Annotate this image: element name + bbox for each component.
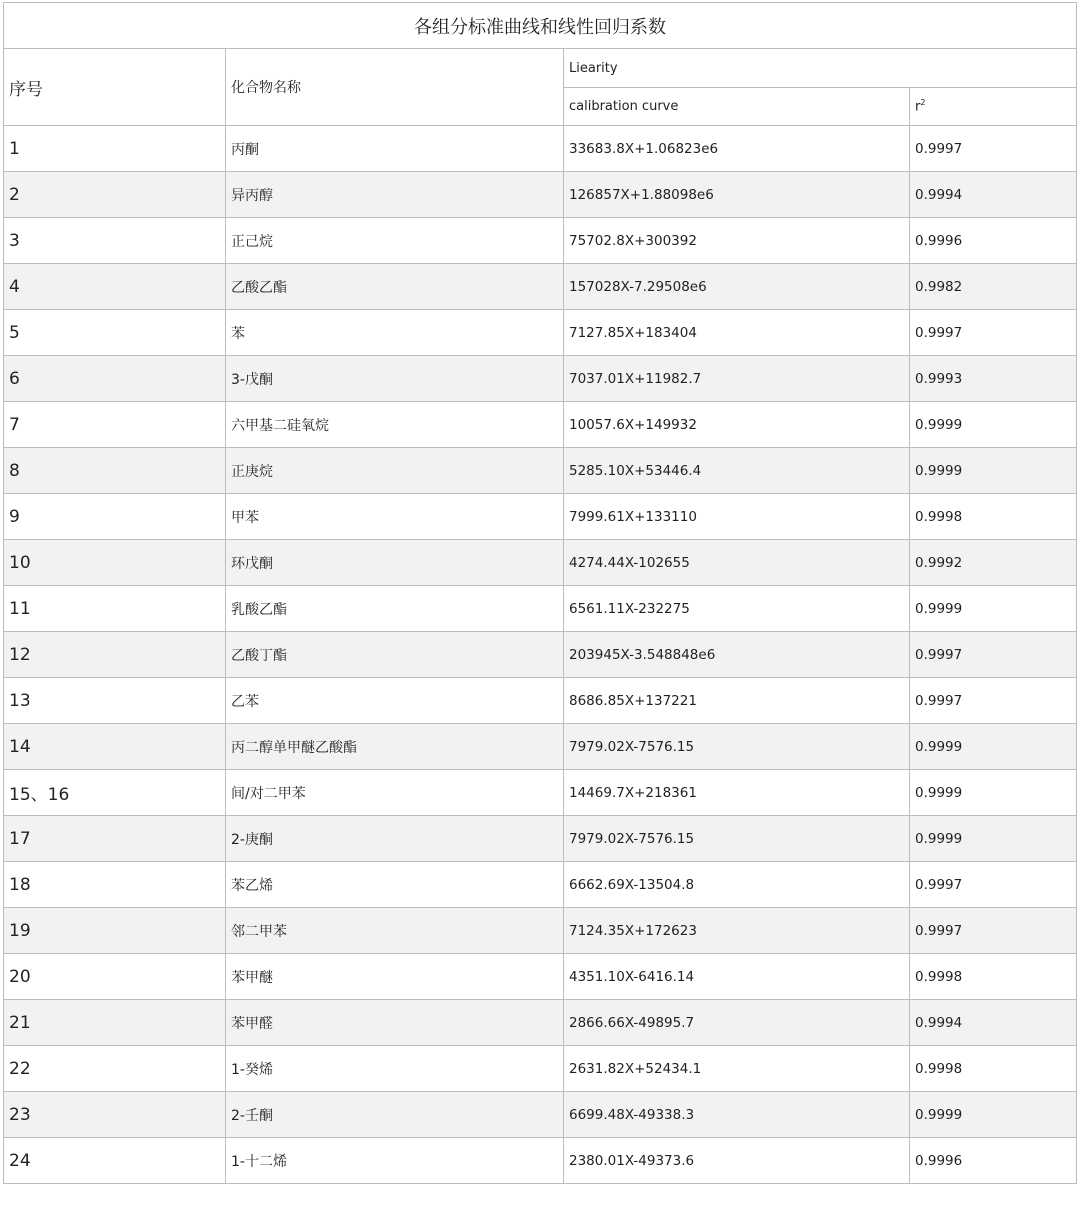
cell-index: 3 bbox=[4, 218, 226, 264]
calibration-table bbox=[3, 2, 1077, 1184]
cell-compound-name: 正己烷 bbox=[226, 218, 564, 264]
table-row bbox=[4, 540, 1077, 586]
cell-calibration-curve: 203945X-3.548848e6 bbox=[564, 632, 910, 678]
cell-index: 14 bbox=[4, 724, 226, 770]
table-row bbox=[4, 356, 1077, 402]
table-row bbox=[4, 678, 1077, 724]
cell-calibration-curve: 157028X-7.29508e6 bbox=[564, 264, 910, 310]
cell-calibration-curve: 75702.8X+300392 bbox=[564, 218, 910, 264]
cell-index: 10 bbox=[4, 540, 226, 586]
cell-compound-name: 苯甲醚 bbox=[226, 954, 564, 1000]
cell-r-squared: 0.9996 bbox=[910, 218, 1077, 264]
cell-r-squared: 0.9999 bbox=[910, 724, 1077, 770]
cell-compound-name: 异丙醇 bbox=[226, 172, 564, 218]
table-row bbox=[4, 310, 1077, 356]
cell-index: 1 bbox=[4, 126, 226, 172]
table-row bbox=[4, 724, 1077, 770]
cell-r-squared: 0.9999 bbox=[910, 1092, 1077, 1138]
cell-compound-name: 丙二醇单甲醚乙酸酯 bbox=[226, 724, 564, 770]
cell-index: 9 bbox=[4, 494, 226, 540]
cell-calibration-curve: 7037.01X+11982.7 bbox=[564, 356, 910, 402]
header-name: 化合物名称 bbox=[226, 49, 564, 126]
cell-index: 24 bbox=[4, 1138, 226, 1184]
cell-compound-name: 乙酸丁酯 bbox=[226, 632, 564, 678]
cell-index: 4 bbox=[4, 264, 226, 310]
table-row bbox=[4, 402, 1077, 448]
cell-calibration-curve: 6699.48X-49338.3 bbox=[564, 1092, 910, 1138]
cell-index: 2 bbox=[4, 172, 226, 218]
cell-r-squared: 0.9997 bbox=[910, 310, 1077, 356]
cell-r-squared: 0.9999 bbox=[910, 770, 1077, 816]
cell-index: 19 bbox=[4, 908, 226, 954]
cell-compound-name: 乙苯 bbox=[226, 678, 564, 724]
cell-calibration-curve: 5285.10X+53446.4 bbox=[564, 448, 910, 494]
table-row bbox=[4, 126, 1077, 172]
table-row bbox=[4, 448, 1077, 494]
cell-r-squared: 0.9998 bbox=[910, 494, 1077, 540]
cell-index: 22 bbox=[4, 1046, 226, 1092]
cell-calibration-curve: 8686.85X+137221 bbox=[564, 678, 910, 724]
cell-index: 21 bbox=[4, 1000, 226, 1046]
cell-r-squared: 0.9993 bbox=[910, 356, 1077, 402]
cell-calibration-curve: 4274.44X-102655 bbox=[564, 540, 910, 586]
table-row bbox=[4, 632, 1077, 678]
cell-calibration-curve: 2866.66X-49895.7 bbox=[564, 1000, 910, 1046]
cell-calibration-curve: 2631.82X+52434.1 bbox=[564, 1046, 910, 1092]
cell-r-squared: 0.9999 bbox=[910, 448, 1077, 494]
cell-compound-name: 1-十二烯 bbox=[226, 1138, 564, 1184]
cell-r-squared: 0.9997 bbox=[910, 678, 1077, 724]
cell-index: 15、16 bbox=[4, 770, 226, 816]
table-row bbox=[4, 1138, 1077, 1184]
cell-compound-name: 邻二甲苯 bbox=[226, 908, 564, 954]
cell-calibration-curve: 7979.02X-7576.15 bbox=[564, 816, 910, 862]
cell-r-squared: 0.9994 bbox=[910, 1000, 1077, 1046]
cell-calibration-curve: 2380.01X-49373.6 bbox=[564, 1138, 910, 1184]
cell-r-squared: 0.9999 bbox=[910, 816, 1077, 862]
cell-calibration-curve: 7999.61X+133110 bbox=[564, 494, 910, 540]
header-r-base: r bbox=[915, 99, 921, 115]
cell-index: 5 bbox=[4, 310, 226, 356]
cell-compound-name: 1-癸烯 bbox=[226, 1046, 564, 1092]
cell-r-squared: 0.9997 bbox=[910, 862, 1077, 908]
header-r-squared bbox=[910, 88, 1077, 126]
cell-compound-name: 甲苯 bbox=[226, 494, 564, 540]
cell-r-squared: 0.9997 bbox=[910, 632, 1077, 678]
cell-compound-name: 乳酸乙酯 bbox=[226, 586, 564, 632]
cell-calibration-curve: 7979.02X-7576.15 bbox=[564, 724, 910, 770]
table-row bbox=[4, 494, 1077, 540]
cell-calibration-curve: 7127.85X+183404 bbox=[564, 310, 910, 356]
cell-compound-name: 六甲基二硅氧烷 bbox=[226, 402, 564, 448]
cell-index: 11 bbox=[4, 586, 226, 632]
cell-compound-name: 间/对二甲苯 bbox=[226, 770, 564, 816]
cell-index: 7 bbox=[4, 402, 226, 448]
table-row bbox=[4, 770, 1077, 816]
table-row bbox=[4, 862, 1077, 908]
table-row bbox=[4, 1046, 1077, 1092]
table-row bbox=[4, 1000, 1077, 1046]
cell-r-squared: 0.9998 bbox=[910, 954, 1077, 1000]
table-row bbox=[4, 218, 1077, 264]
cell-r-squared: 0.9996 bbox=[910, 1138, 1077, 1184]
cell-index: 8 bbox=[4, 448, 226, 494]
cell-r-squared: 0.9999 bbox=[910, 586, 1077, 632]
cell-index: 17 bbox=[4, 816, 226, 862]
header-calibration-curve: calibration curve bbox=[564, 88, 910, 126]
cell-compound-name: 3-戊酮 bbox=[226, 356, 564, 402]
header-index: 序号 bbox=[4, 49, 226, 126]
header-r-superscript: 2 bbox=[920, 98, 926, 108]
cell-r-squared: 0.9999 bbox=[910, 402, 1077, 448]
cell-r-squared: 0.9994 bbox=[910, 172, 1077, 218]
cell-index: 20 bbox=[4, 954, 226, 1000]
cell-index: 23 bbox=[4, 1092, 226, 1138]
cell-compound-name: 苯 bbox=[226, 310, 564, 356]
header-row bbox=[4, 49, 1077, 88]
cell-compound-name: 苯乙烯 bbox=[226, 862, 564, 908]
cell-calibration-curve: 7124.35X+172623 bbox=[564, 908, 910, 954]
cell-calibration-curve: 14469.7X+218361 bbox=[564, 770, 910, 816]
cell-compound-name: 2-庚酮 bbox=[226, 816, 564, 862]
cell-r-squared: 0.9998 bbox=[910, 1046, 1077, 1092]
cell-compound-name: 正庚烷 bbox=[226, 448, 564, 494]
cell-compound-name: 丙酮 bbox=[226, 126, 564, 172]
cell-r-squared: 0.9982 bbox=[910, 264, 1077, 310]
table-row bbox=[4, 954, 1077, 1000]
cell-index: 13 bbox=[4, 678, 226, 724]
cell-calibration-curve: 6662.69X-13504.8 bbox=[564, 862, 910, 908]
table-row bbox=[4, 586, 1077, 632]
title-row bbox=[4, 3, 1077, 49]
cell-calibration-curve: 10057.6X+149932 bbox=[564, 402, 910, 448]
cell-calibration-curve: 4351.10X-6416.14 bbox=[564, 954, 910, 1000]
cell-compound-name: 苯甲醛 bbox=[226, 1000, 564, 1046]
table-row bbox=[4, 816, 1077, 862]
cell-calibration-curve: 126857X+1.88098e6 bbox=[564, 172, 910, 218]
cell-calibration-curve: 6561.11X-232275 bbox=[564, 586, 910, 632]
cell-index: 12 bbox=[4, 632, 226, 678]
cell-compound-name: 环戊酮 bbox=[226, 540, 564, 586]
cell-index: 6 bbox=[4, 356, 226, 402]
table-row bbox=[4, 908, 1077, 954]
cell-compound-name: 乙酸乙酯 bbox=[226, 264, 564, 310]
table-row bbox=[4, 264, 1077, 310]
table-row bbox=[4, 172, 1077, 218]
cell-compound-name: 2-壬酮 bbox=[226, 1092, 564, 1138]
table-title: 各组分标准曲线和线性回归系数 bbox=[4, 3, 1077, 49]
cell-r-squared: 0.9992 bbox=[910, 540, 1077, 586]
cell-calibration-curve: 33683.8X+1.06823e6 bbox=[564, 126, 910, 172]
header-linearity: Liearity bbox=[564, 49, 1077, 88]
cell-r-squared: 0.9997 bbox=[910, 126, 1077, 172]
cell-index: 18 bbox=[4, 862, 226, 908]
table-row bbox=[4, 1092, 1077, 1138]
cell-r-squared: 0.9997 bbox=[910, 908, 1077, 954]
